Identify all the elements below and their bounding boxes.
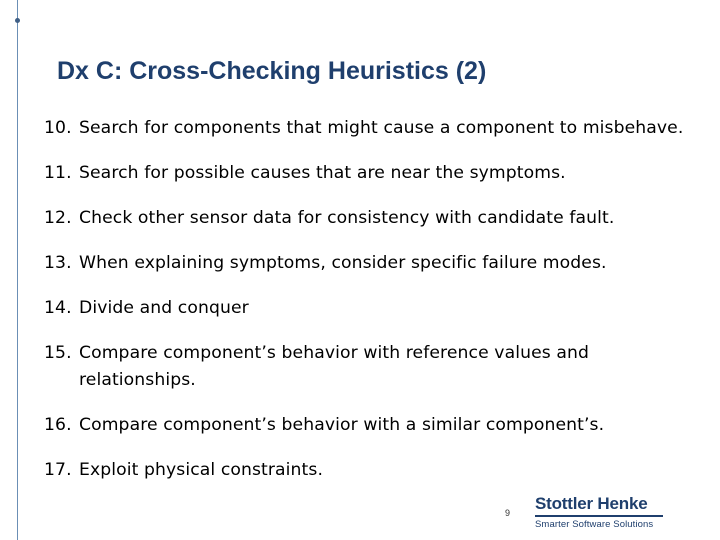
heuristic-item-12 — [44, 205, 694, 232]
heuristic-item-13 — [44, 250, 694, 277]
heuristic-text: Check other sensor data for consistency with candidate fault. — [79, 208, 615, 228]
logo-divider — [535, 515, 663, 517]
heuristic-number: 11. — [44, 163, 72, 183]
heuristic-number: 14. — [44, 298, 72, 318]
heuristic-number: 12. — [44, 208, 72, 228]
heuristic-number: 15. — [44, 343, 72, 363]
heuristic-item-16 — [44, 412, 694, 439]
bullet-dot-icon — [15, 18, 20, 23]
logo-name: Stottler Henke — [535, 494, 648, 513]
heuristic-number: 10. — [44, 118, 72, 138]
heuristic-text: Divide and conquer — [79, 298, 249, 318]
slide-title: Dx C: Cross-Checking Heuristics (2) — [57, 57, 487, 85]
heuristic-item-15 — [44, 340, 694, 394]
left-border-rule — [17, 0, 18, 540]
heuristic-item-10 — [44, 115, 694, 142]
heuristic-text: Search for possible causes that are near the symptoms. — [79, 163, 566, 183]
heuristic-item-14 — [44, 295, 694, 322]
logo-tagline: Smarter Software Solutions — [535, 519, 654, 530]
heuristic-item-11 — [44, 160, 694, 187]
company-logo — [535, 494, 670, 530]
heuristic-number: 17. — [44, 460, 72, 480]
heuristic-text: Search for components that might cause a component to misbehave. — [79, 118, 684, 138]
heuristic-text: Compare component’s behavior with a similar component’s. — [79, 415, 605, 435]
page-number: 9 — [505, 508, 511, 518]
heuristic-item-17 — [44, 457, 694, 484]
heuristic-text: When explaining symptoms, consider specific failure modes. — [79, 253, 607, 273]
heuristic-text: Exploit physical constraints. — [79, 460, 324, 480]
heuristic-number: 13. — [44, 253, 72, 273]
heuristic-text: Compare component’s behavior with reference values and relationships. — [79, 343, 590, 390]
heuristic-number: 16. — [44, 415, 72, 435]
heuristic-list — [44, 115, 694, 502]
